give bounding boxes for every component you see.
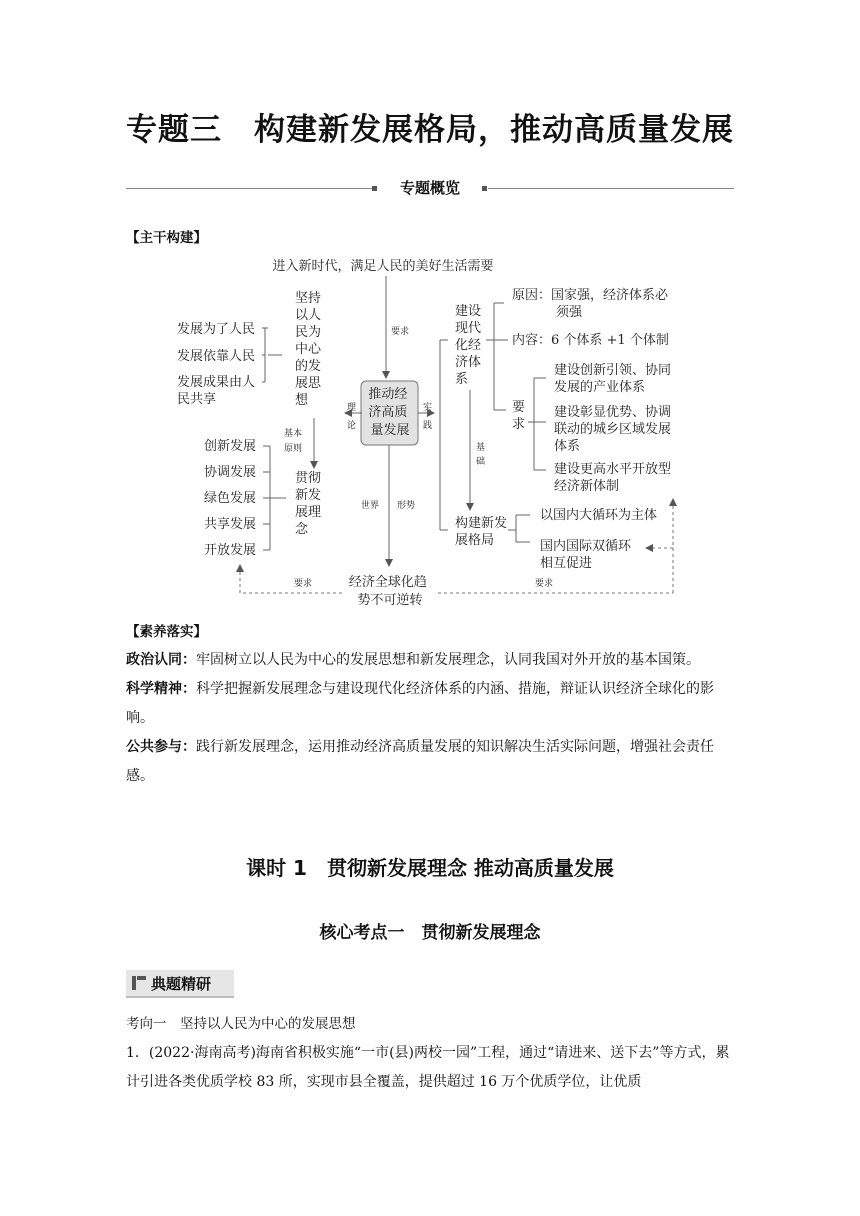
label-foundation: 基 础 <box>476 443 486 467</box>
bottom-node: 经济全球化趋 势不可逆转 <box>348 575 427 608</box>
people-item: 发展依靠人民 <box>177 349 256 364</box>
label-trend: 形势 <box>397 501 416 511</box>
page-title: 专题三 构建新发展格局，推动高质量发展 <box>126 112 734 148</box>
core-point-title: 核心考点一 贯彻新发展理念 <box>319 923 541 943</box>
label-practice: 实 践 <box>423 403 433 431</box>
literacy-label: 政治认同： <box>126 652 196 668</box>
literacy-label: 科学精神： <box>126 681 196 697</box>
literacy-label: 公共参与： <box>126 739 196 755</box>
require-item: 建设彰显优势、协调 联动的城乡区域发展 体系 <box>554 405 672 454</box>
overview-label: 专题概览 <box>382 177 478 198</box>
new-concept-node: 贯彻 新发 展理 念 <box>295 471 322 537</box>
label-bottom-req-right: 要求 <box>535 579 554 589</box>
require-node: 要 求 <box>512 400 526 432</box>
question-text: 1．(2022·海南高考)海南省积极实施“一市(县)两校一园”工程，通过“请进来、送下去”等方式，累计引进各类优质学校 83 所，实现市县全覆盖，提供超过 16 万个优质学位，让优质 <box>126 1045 730 1090</box>
center-node: 推动经 济高质 量发展 <box>368 387 410 438</box>
require-item: 建设创新引领、协同 发展的产业体系 <box>554 363 672 395</box>
cycle-item: 以国内大循环为主体 <box>540 508 658 523</box>
tag-icon <box>132 976 146 990</box>
literacy-text: 践行新发展理念，运用推动经济高质量发展的知识解决生活实际问题，增强社会责任感。 <box>126 739 714 784</box>
diagram-top: 进入新时代，满足人民的美好生活需要 <box>272 259 494 274</box>
literacy-paragraph <box>126 675 736 733</box>
concept-item: 绿色发展 <box>204 491 257 506</box>
concept-item: 开放发展 <box>204 543 257 558</box>
literacy-text: 牢固树立以人民为中心的发展思想和新发展理念，认同我国对外开放的基本国策。 <box>196 652 700 668</box>
concept-item: 创新发展 <box>204 439 257 454</box>
literacy-text: 科学把握新发展理念与建设现代化经济体系的内涵、措施，辩证认识经济全球化的影响。 <box>126 681 714 726</box>
modern-system-node: 建设 现代 化经 济体 系 <box>455 304 482 387</box>
label-req-top: 要求 <box>391 327 410 337</box>
people-item: 发展成果由人 民共享 <box>177 375 256 407</box>
people-center-node: 坚持 以人 民为 中心 的发 展思 想 <box>295 291 322 408</box>
section-main-label: 【主干构建】 <box>126 230 207 246</box>
tag-label: 典题精研 <box>151 975 212 993</box>
section-literacy-label: 【素养落实】 <box>126 624 207 640</box>
direction-heading: 考向一 坚持以人民为中心的发展思想 <box>126 1016 356 1032</box>
people-item: 发展为了人民 <box>177 322 256 337</box>
lesson-title: 课时 1 贯彻新发展理念 推动高质量发展 <box>246 856 614 880</box>
require-item: 建设更高水平开放型 经济新体制 <box>554 462 672 494</box>
label-theory: 理 论 <box>347 403 357 431</box>
reason-text: 原因：国家强，经济体系必 须强 <box>512 288 669 320</box>
content-text: 内容：6 个体系 +1 个体制 <box>512 333 669 348</box>
literacy-paragraph <box>126 733 736 791</box>
concept-item: 共享发展 <box>204 517 257 532</box>
pattern-node: 构建新发 展格局 <box>455 516 508 548</box>
literacy-paragraph <box>126 646 736 675</box>
section-tag <box>126 970 234 998</box>
cycle-item: 国内国际双循环 相互促进 <box>540 539 632 571</box>
label-basic-principle: 基本 原则 <box>284 429 303 454</box>
concept-item: 协调发展 <box>204 465 257 480</box>
label-world: 世界 <box>361 501 380 511</box>
label-bottom-req-left: 要求 <box>294 579 313 589</box>
